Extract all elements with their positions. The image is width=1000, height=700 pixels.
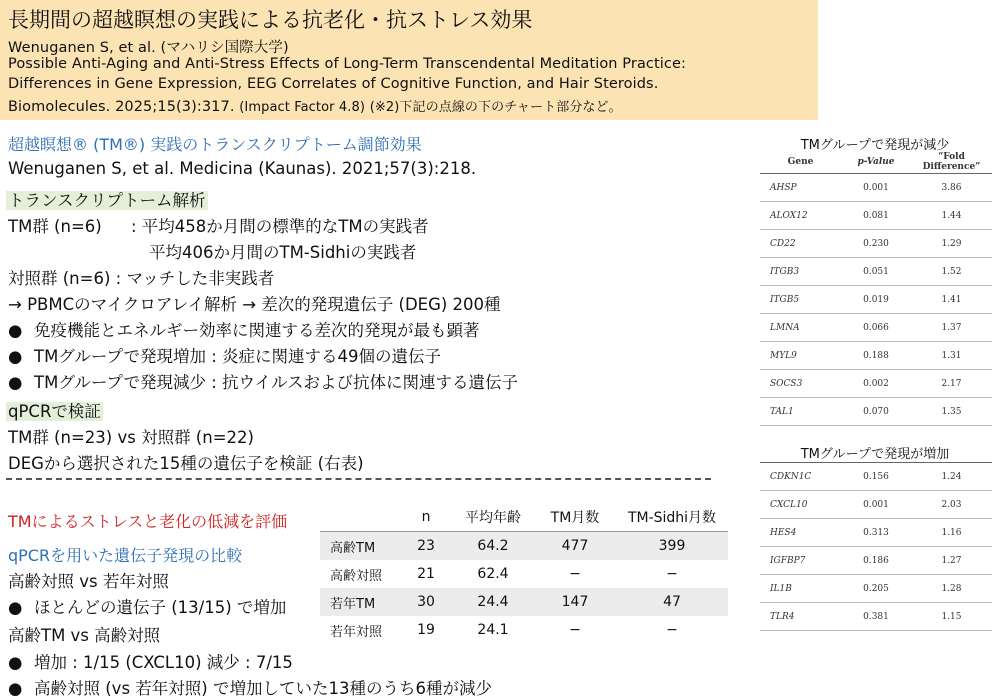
bullet-icon: ● [8, 598, 23, 617]
cell-tm-months: − [569, 566, 581, 582]
gene-row [760, 575, 992, 603]
subheading-transcriptome-text: トランスクリプトーム解析 [8, 191, 206, 210]
gene-row [760, 370, 992, 398]
down-table-body [760, 174, 992, 426]
authors: Wenuganen S, et al. (マハリシ国際大学) [8, 40, 289, 56]
fold-difference: 1.24 [911, 463, 992, 491]
gene-name: LMNA [760, 314, 841, 342]
p-value: 0.186 [841, 547, 911, 575]
bullet-icon: ● [8, 653, 23, 672]
column-header: TM月数 [534, 503, 616, 532]
gene-name: IL1B [760, 575, 841, 603]
fold-difference: 1.28 [911, 575, 992, 603]
cell-sidhi-months: − [666, 566, 678, 582]
gene-row [760, 603, 992, 631]
p-value: 0.001 [841, 174, 911, 202]
page-title: 長期間の超越瞑想の実践による抗老化・抗ストレス効果 [8, 8, 533, 32]
bullet-text: 高齢対照 (vs 若年対照) で増加していた13種のうち6種が減少 [34, 679, 492, 698]
gene-row [760, 202, 992, 230]
gene-name: TAL1 [760, 398, 841, 426]
tm-group-desc-1: : 平均458か月間の標準的なTMの実践者 [131, 217, 429, 236]
cell-n: 21 [417, 566, 435, 582]
table-row [320, 588, 728, 616]
fold-difference: 1.52 [911, 258, 992, 286]
up-table-title: TMグループで発現が増加 [800, 447, 950, 462]
gene-row [760, 286, 992, 314]
fold-difference: 1.31 [911, 342, 992, 370]
fold-difference: 1.27 [911, 547, 992, 575]
gene-name: CXCL10 [760, 491, 841, 519]
fold-difference: 2.17 [911, 370, 992, 398]
cell-sidhi-months: 47 [616, 588, 728, 616]
row-label: 高齢対照 [330, 568, 383, 584]
gene-name: CDKN1C [760, 463, 841, 491]
row-label: 若年対照 [330, 624, 383, 640]
cell-sidhi-months: − [666, 622, 678, 638]
p-value: 0.002 [841, 370, 911, 398]
section-title: 超越瞑想® (TM®) 実践のトランスクリプトーム調節効果 [8, 135, 422, 154]
p-value: 0.381 [841, 603, 911, 631]
column-header [320, 503, 400, 532]
cell-sidhi-months: 399 [616, 532, 728, 561]
cell-n: 19 [417, 622, 435, 638]
bullet-icon: ● [8, 321, 23, 340]
comparison-1: 高齢対照 vs 若年対照 [8, 572, 169, 591]
gene-row [760, 174, 992, 202]
row-label: 若年TM [320, 588, 400, 616]
table-header-row [320, 503, 728, 532]
paper-title-line-1: Possible Anti-Aging and Anti-Stress Effects of Long-Term Transcendental Meditation Practice: [8, 56, 686, 72]
cell-age: 64.2 [452, 532, 534, 561]
bullet-item [8, 317, 480, 341]
reference: Wenuganen S, et al. Medicina (Kaunas). 2021;57(3):218. [8, 159, 477, 178]
gene-name: HES4 [760, 519, 841, 547]
bullet-item [8, 343, 441, 367]
subheading-transcriptome [6, 187, 208, 211]
p-value: 0.188 [841, 342, 911, 370]
up-gene-table [760, 462, 992, 631]
table-header-row [760, 151, 992, 174]
table-row [320, 532, 728, 561]
citation: Biomolecules. 2025;15(3):317. [8, 99, 235, 115]
bullet-text: TMグループで発現増加 : 炎症に関連する49個の遺伝子 [34, 347, 442, 366]
impact-factor: (Impact Factor 4.8) [239, 100, 365, 115]
header-note: (※2)下記の点線の下のチャート部分など。 [369, 100, 622, 115]
cell-tm-months: 147 [534, 588, 616, 616]
p-value: 0.081 [841, 202, 911, 230]
gene-row [760, 258, 992, 286]
gene-row [760, 519, 992, 547]
bullet-icon: ● [8, 679, 23, 698]
down-gene-table [760, 151, 992, 426]
qpcr-groups: TM群 (n=23) vs 対照群 (n=22) [8, 428, 254, 447]
bullet-item [8, 594, 286, 618]
column-header: TM-Sidhi月数 [616, 503, 728, 532]
cell-n: 30 [400, 588, 452, 616]
fold-difference: 1.16 [911, 519, 992, 547]
citation-line [8, 96, 622, 115]
bullet-text: 免疫機能とエネルギー効率に関連する差次的発現が最も顕著 [34, 321, 480, 340]
p-value: 0.156 [841, 463, 911, 491]
gene-name: TLR4 [760, 603, 841, 631]
column-header: 平均年齢 [452, 503, 534, 532]
fold-difference: 3.86 [911, 174, 992, 202]
bullet-icon: ● [8, 347, 23, 366]
cell-tm-months: 477 [534, 532, 616, 561]
red-heading: TMによるストレスと老化の低減を評価 [8, 512, 288, 531]
gene-row [760, 230, 992, 258]
table-row [320, 616, 728, 644]
paper-title-line-2: Differences in Gene Expression, EEG Correlates of Cognitive Function, and Hair Steroids. [8, 76, 659, 92]
subheading-qpcr-text: qPCRで検証 [8, 402, 101, 421]
p-value: 0.001 [841, 491, 911, 519]
gene-row [760, 491, 992, 519]
p-value: 0.051 [841, 258, 911, 286]
column-header: p-Value [841, 151, 911, 174]
bullet-text: TMグループで発現減少 : 抗ウイルスおよび抗体に関連する遺伝子 [34, 373, 519, 392]
fold-difference: 1.15 [911, 603, 992, 631]
row-label: 高齢TM [320, 532, 400, 561]
dashed-divider [6, 478, 711, 480]
cell-age: 24.4 [452, 588, 534, 616]
gene-row [760, 547, 992, 575]
bullet-item [8, 675, 492, 699]
gene-name: AHSP [760, 174, 841, 202]
tm-group-desc-2: 平均406か月間のTM-Sidhiの実践者 [149, 243, 417, 262]
gene-name: IGFBP7 [760, 547, 841, 575]
bullet-icon: ● [8, 373, 23, 392]
fold-difference: 1.35 [911, 398, 992, 426]
p-value: 0.066 [841, 314, 911, 342]
bullet-item [8, 369, 518, 393]
pbmc-analysis: → PBMCのマイクロアレイ解析 → 差次的発現遺伝子 (DEG) 200種 [8, 295, 501, 314]
control-group: 対照群 (n=6) : マッチした非実践者 [8, 269, 275, 288]
fold-difference: 1.41 [911, 286, 992, 314]
column-header: Gene [760, 151, 841, 174]
gene-name: ALOX12 [760, 202, 841, 230]
p-value: 0.205 [841, 575, 911, 603]
gene-name: SOCS3 [760, 370, 841, 398]
bullet-item [8, 649, 293, 673]
column-header: “Fold Difference” [911, 151, 992, 174]
gene-row [760, 342, 992, 370]
fold-difference: 1.29 [911, 230, 992, 258]
gene-name: CD22 [760, 230, 841, 258]
gene-row [760, 463, 992, 491]
group-table [320, 503, 728, 644]
qpcr-validation: DEGから選択された15種の遺伝子を検証 (右表) [8, 454, 364, 473]
p-value: 0.313 [841, 519, 911, 547]
column-header: n [400, 503, 452, 532]
down-table-title: TMグループで発現が減少 [800, 138, 950, 153]
gene-name: ITGB3 [760, 258, 841, 286]
gene-name: ITGB5 [760, 286, 841, 314]
fold-difference: 2.03 [911, 491, 992, 519]
tm-group-label: TM群 (n=6) [8, 217, 102, 236]
fold-difference: 1.44 [911, 202, 992, 230]
up-table-body [760, 463, 992, 631]
p-value: 0.070 [841, 398, 911, 426]
bullet-text: ほとんどの遺伝子 (13/15) で増加 [34, 598, 287, 617]
bullet-text: 増加 : 1/15 (CXCL10) 減少 : 7/15 [34, 653, 293, 672]
p-value: 0.019 [841, 286, 911, 314]
subheading-qpcr [6, 398, 103, 422]
cell-n: 23 [400, 532, 452, 561]
gene-row [760, 314, 992, 342]
table-row [320, 560, 728, 588]
cell-tm-months: − [569, 622, 581, 638]
cell-age: 62.4 [477, 566, 509, 582]
p-value: 0.230 [841, 230, 911, 258]
blue-heading: qPCRを用いた遺伝子発現の比較 [8, 546, 243, 565]
gene-name: MYL9 [760, 342, 841, 370]
fold-difference: 1.37 [911, 314, 992, 342]
gene-row [760, 398, 992, 426]
cell-age: 24.1 [477, 622, 509, 638]
comparison-2: 高齢TM vs 高齢対照 [8, 626, 161, 645]
